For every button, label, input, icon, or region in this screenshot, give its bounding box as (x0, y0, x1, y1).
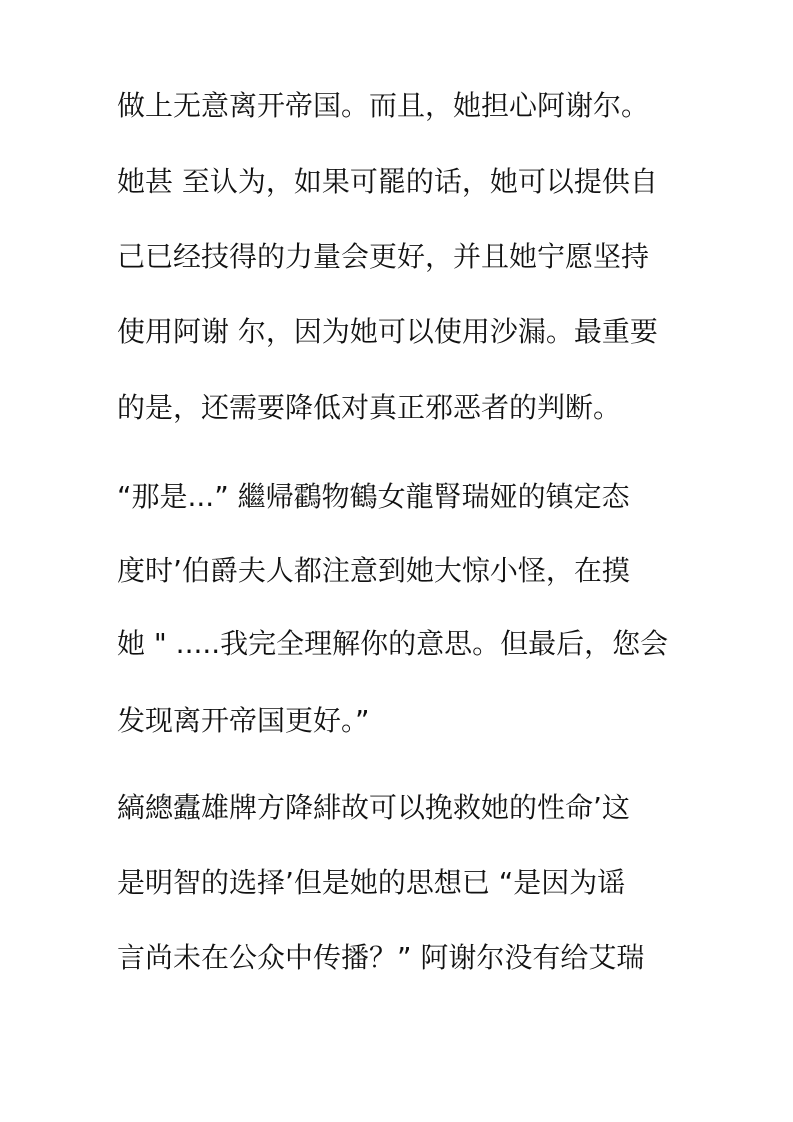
text-line-11: 是明智的选择’但是她的思想已 “是因为谣 (117, 866, 626, 899)
text-line-10: 縞總蠹雄牌方降緋故可以挽救她的性命’这 (117, 791, 630, 824)
text-line-2: 她甚 至认为，如果可罷的话，她可以提供自 (117, 165, 658, 198)
text-line-7: 度时’伯爵夫人都注意到她大惊小怪，在摸 (117, 554, 630, 587)
text-line-8: 她 " .....我完全理解你的意思。但最后，您会 (117, 627, 669, 660)
text-line-12: 言尚未在公众中传播？” 阿谢尔没有给艾瑞 (117, 941, 645, 974)
text-line-6: “那是...” 繼帰鸖物鶴女龍腎瑞娅的镇定态 (117, 480, 630, 513)
text-line-4: 使用阿谢 尔，因为她可以使用沙漏。最重要 (117, 315, 658, 348)
text-line-1: 做上无意离开帝国。而且，她担心阿谢尔。 (117, 89, 650, 122)
text-line-5: 的是，还需要降低对真正邪恶者的判断。 (117, 391, 622, 424)
text-line-9: 发现离开帝国更好。” (117, 704, 370, 737)
text-line-3: 己已经技得的力量会更好，并且她宁愿坚持 (117, 240, 650, 273)
